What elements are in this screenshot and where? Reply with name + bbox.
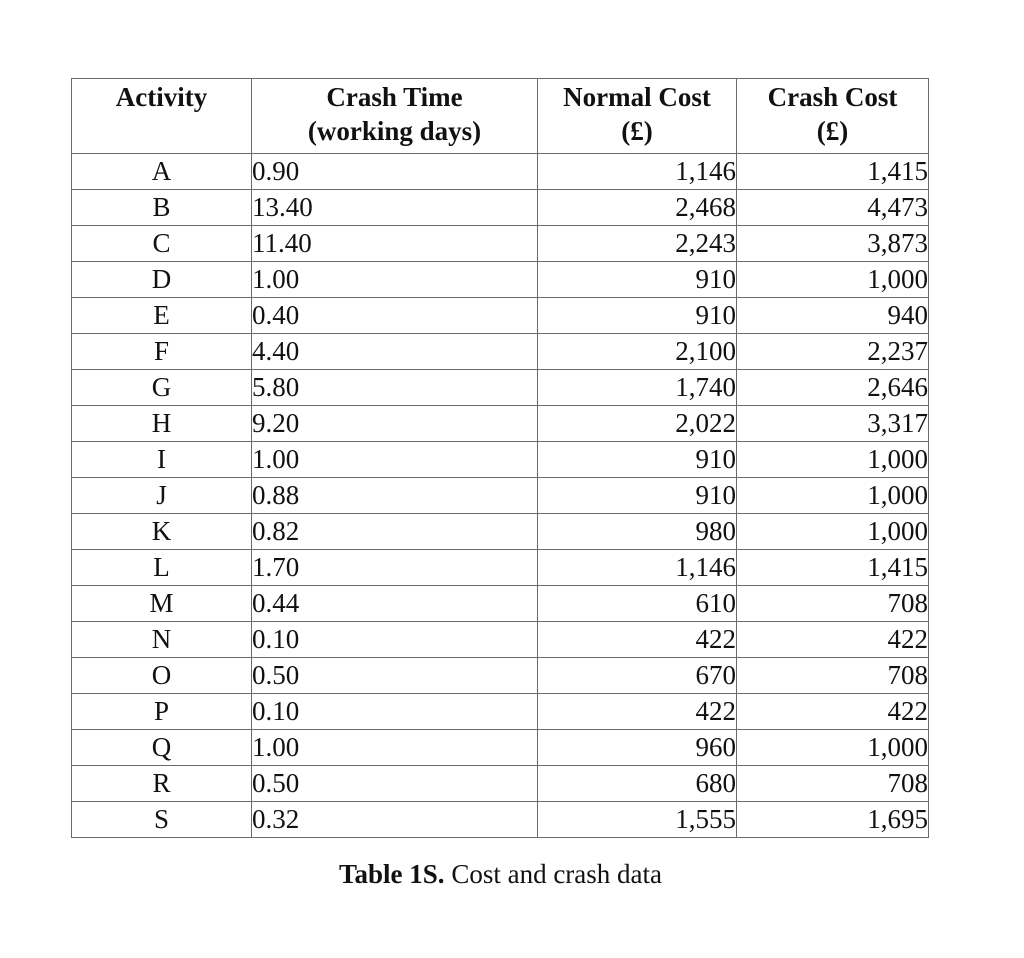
cost-crash-table: [71, 78, 929, 838]
cell-normal-cost: 422: [538, 694, 737, 730]
table-row: [72, 442, 929, 478]
header-crash-cost: [737, 79, 929, 154]
cell-normal-cost: 910: [538, 262, 737, 298]
table-row: [72, 478, 929, 514]
cell-normal-cost: 670: [538, 658, 737, 694]
cell-normal-cost: 2,100: [538, 334, 737, 370]
cell-crash-time: 1.00: [252, 730, 538, 766]
cell-crash-time: 1.00: [252, 442, 538, 478]
cell-crash-time: 5.80: [252, 370, 538, 406]
cost-crash-table-container: [71, 78, 929, 838]
table-row: [72, 190, 929, 226]
cell-crash-cost: 4,473: [737, 190, 929, 226]
cell-crash-time: 11.40: [252, 226, 538, 262]
table-row: [72, 802, 929, 838]
cell-normal-cost: 2,468: [538, 190, 737, 226]
cell-normal-cost: 2,022: [538, 406, 737, 442]
cell-normal-cost: 610: [538, 586, 737, 622]
table-row: [72, 334, 929, 370]
table-body: [72, 154, 929, 838]
cell-crash-time: 4.40: [252, 334, 538, 370]
cell-crash-time: 0.88: [252, 478, 538, 514]
cell-activity: Q: [72, 730, 252, 766]
cell-crash-cost: 1,000: [737, 262, 929, 298]
header-crash-cost-line2: (£): [816, 115, 849, 146]
cell-activity: P: [72, 694, 252, 730]
cell-activity: H: [72, 406, 252, 442]
table-row: [72, 730, 929, 766]
cell-crash-cost: 1,000: [737, 730, 929, 766]
cell-activity: C: [72, 226, 252, 262]
cell-activity: F: [72, 334, 252, 370]
table-row: [72, 514, 929, 550]
cell-activity: A: [72, 154, 252, 190]
cell-activity: I: [72, 442, 252, 478]
cell-crash-time: 0.50: [252, 766, 538, 802]
cell-normal-cost: 680: [538, 766, 737, 802]
cell-activity: K: [72, 514, 252, 550]
cell-activity: E: [72, 298, 252, 334]
cell-crash-time: 0.44: [252, 586, 538, 622]
cell-crash-cost: 1,695: [737, 802, 929, 838]
cell-crash-cost: 3,317: [737, 406, 929, 442]
cell-crash-time: 1.70: [252, 550, 538, 586]
cell-normal-cost: 422: [538, 622, 737, 658]
cell-crash-cost: 1,000: [737, 478, 929, 514]
cell-normal-cost: 1,555: [538, 802, 737, 838]
table-row: [72, 658, 929, 694]
cell-crash-time: 0.82: [252, 514, 538, 550]
cell-crash-cost: 1,415: [737, 154, 929, 190]
cell-crash-cost: 1,000: [737, 442, 929, 478]
table-row: [72, 406, 929, 442]
cell-crash-cost: 3,873: [737, 226, 929, 262]
cell-crash-time: 0.32: [252, 802, 538, 838]
cell-normal-cost: 1,146: [538, 154, 737, 190]
cell-activity: S: [72, 802, 252, 838]
cell-crash-cost: 708: [737, 658, 929, 694]
cell-crash-cost: 422: [737, 694, 929, 730]
table-row: [72, 766, 929, 802]
table-row: [72, 262, 929, 298]
header-normal-cost-line2: (£): [621, 115, 653, 146]
header-crash-time: [252, 79, 538, 154]
cell-normal-cost: 910: [538, 442, 737, 478]
cell-crash-time: 9.20: [252, 406, 538, 442]
cell-activity: R: [72, 766, 252, 802]
cell-normal-cost: 1,146: [538, 550, 737, 586]
cell-crash-cost: 1,000: [737, 514, 929, 550]
table-row: [72, 550, 929, 586]
cell-crash-cost: 422: [737, 622, 929, 658]
table-row: [72, 226, 929, 262]
cell-crash-time: 0.10: [252, 622, 538, 658]
cell-activity: D: [72, 262, 252, 298]
header-normal-cost: [538, 79, 737, 154]
cell-activity: G: [72, 370, 252, 406]
cell-crash-cost: 708: [737, 586, 929, 622]
cell-crash-time: 0.10: [252, 694, 538, 730]
header-normal-cost-line1: Normal Cost: [563, 82, 711, 112]
cell-crash-time: 1.00: [252, 262, 538, 298]
cell-normal-cost: 960: [538, 730, 737, 766]
header-activity: [72, 79, 252, 154]
cell-activity: N: [72, 622, 252, 658]
cell-activity: L: [72, 550, 252, 586]
caption-label: Table 1S.: [339, 859, 445, 889]
header-crash-cost-line1: Crash Cost: [767, 82, 898, 112]
cell-crash-time: 0.40: [252, 298, 538, 334]
cell-activity: O: [72, 658, 252, 694]
cell-crash-cost: 708: [737, 766, 929, 802]
cell-crash-cost: 2,237: [737, 334, 929, 370]
cell-activity: J: [72, 478, 252, 514]
cell-normal-cost: 1,740: [538, 370, 737, 406]
header-activity-line1: Activity: [115, 82, 208, 112]
cell-crash-cost: 1,415: [737, 550, 929, 586]
cell-crash-time: 0.90: [252, 154, 538, 190]
caption-text: Cost and crash data: [444, 859, 662, 889]
cell-crash-cost: 940: [737, 298, 929, 334]
table-row: [72, 622, 929, 658]
table-header-row: [72, 79, 929, 154]
cell-normal-cost: 980: [538, 514, 737, 550]
cell-crash-cost: 2,646: [737, 370, 929, 406]
table-row: [72, 586, 929, 622]
cell-normal-cost: 2,243: [538, 226, 737, 262]
cell-activity: B: [72, 190, 252, 226]
table-row: [72, 298, 929, 334]
cell-crash-time: 13.40: [252, 190, 538, 226]
table-caption: [71, 858, 930, 890]
table-row: [72, 154, 929, 190]
cell-normal-cost: 910: [538, 298, 737, 334]
cell-crash-time: 0.50: [252, 658, 538, 694]
header-crash-time-line2: (working days): [307, 115, 482, 146]
table-row: [72, 370, 929, 406]
header-crash-time-line1: Crash Time: [326, 82, 463, 112]
table-row: [72, 694, 929, 730]
cell-normal-cost: 910: [538, 478, 737, 514]
cell-activity: M: [72, 586, 252, 622]
